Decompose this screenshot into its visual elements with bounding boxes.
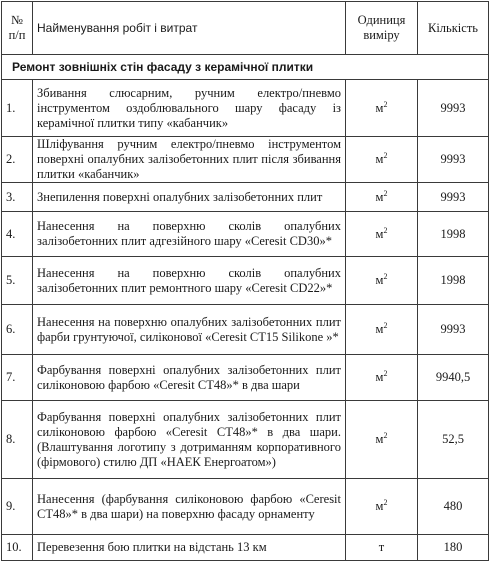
row-qty: 9993 <box>418 305 489 355</box>
works-table <box>1 1 489 561</box>
row-no: 6. <box>2 305 33 355</box>
row-unit: $м^2$ <box>346 137 418 183</box>
row-no: 2. <box>2 137 33 183</box>
row-name: Збивання слюсарним, ручним електро/пневмо інструментом оздоблювального шару фасаду із керамічної плитки типу «кабанчик» <box>33 80 346 137</box>
row-unit: т <box>346 535 418 561</box>
row-unit: $м^2$ <box>346 80 418 137</box>
row-no: 4. <box>2 212 33 257</box>
row-qty: 1998 <box>418 257 489 305</box>
row-name: Фарбування поверхні опалубних залізобетонних плит силіконовою фарбою «Ceresit CT48»* в два шари <box>33 355 346 401</box>
row-unit: $м^2$ <box>346 305 418 355</box>
section-row <box>2 55 489 80</box>
table-row <box>2 80 489 137</box>
table-row <box>2 257 489 305</box>
row-qty: 180 <box>418 535 489 561</box>
row-unit: $м^2$ <box>346 257 418 305</box>
table-row <box>2 535 489 561</box>
row-qty: 9993 <box>418 137 489 183</box>
header-name: Найменування робіт і витрат <box>33 2 346 55</box>
row-no: 9. <box>2 479 33 535</box>
section-title: Ремонт зовнішніх стін фасаду з керамічної плитки <box>2 55 489 80</box>
table-row <box>2 212 489 257</box>
header-row <box>2 2 489 55</box>
row-name: Нанесення на поверхню сколів опалубних залізобетонних плит ремонтного шару «Ceresit CD22»* <box>33 257 346 305</box>
row-qty: 9940,5 <box>418 355 489 401</box>
row-name: Нанесення на поверхню сколів опалубних залізобетонних плит адгезійного шару «Ceresit CD30»* <box>33 212 346 257</box>
row-name: Шліфування ручним електро/пневмо інструментом поверхні опалубних залізобетонних плит після збивання плитки «кабанчик» <box>33 137 346 183</box>
row-name: Перевезення бою плитки на відстань 13 км <box>33 535 346 561</box>
row-unit: $м^2$ <box>346 212 418 257</box>
row-no: 3. <box>2 183 33 212</box>
row-unit: $м^2$ <box>346 183 418 212</box>
row-no: 10. <box>2 535 33 561</box>
row-unit: $м^2$ <box>346 479 418 535</box>
row-qty: 9993 <box>418 183 489 212</box>
row-name: Нанесення (фарбування силіконовою фарбою «Ceresit CT48»* в два шари) на поверхню фасаду орнаменту <box>33 479 346 535</box>
row-no: 7. <box>2 355 33 401</box>
row-name: Знепилення поверхні опалубних залізобетонних плит <box>33 183 346 212</box>
row-qty: 480 <box>418 479 489 535</box>
header-qty: Кількість <box>418 2 489 55</box>
row-name: Фарбування поверхні опалубних залізобетонних плит силіконовою фарбою «Ceresit CT48»* в два шари. (Влаштування логотипу з дотриманням корпоративного (фірмового) стилю ДП «НАЕК Енергоатом») <box>33 401 346 479</box>
header-no: № п/п <box>2 2 33 55</box>
row-unit: $м^2$ <box>346 401 418 479</box>
table-row <box>2 479 489 535</box>
table-row <box>2 355 489 401</box>
row-no: 8. <box>2 401 33 479</box>
row-no: 5. <box>2 257 33 305</box>
row-unit: $м^2$ <box>346 355 418 401</box>
table-row <box>2 137 489 183</box>
header-unit: Одиниця виміру <box>346 2 418 55</box>
table-row <box>2 183 489 212</box>
row-no: 1. <box>2 80 33 137</box>
table-row <box>2 401 489 479</box>
row-qty: 9993 <box>418 80 489 137</box>
row-name: Нанесення на поверхню опалубних залізобетонних плит фарби грунтуючої, силіконової «Ceresit CT15 Silikone »* <box>33 305 346 355</box>
table-row <box>2 305 489 355</box>
row-qty: 1998 <box>418 212 489 257</box>
row-qty: 52,5 <box>418 401 489 479</box>
